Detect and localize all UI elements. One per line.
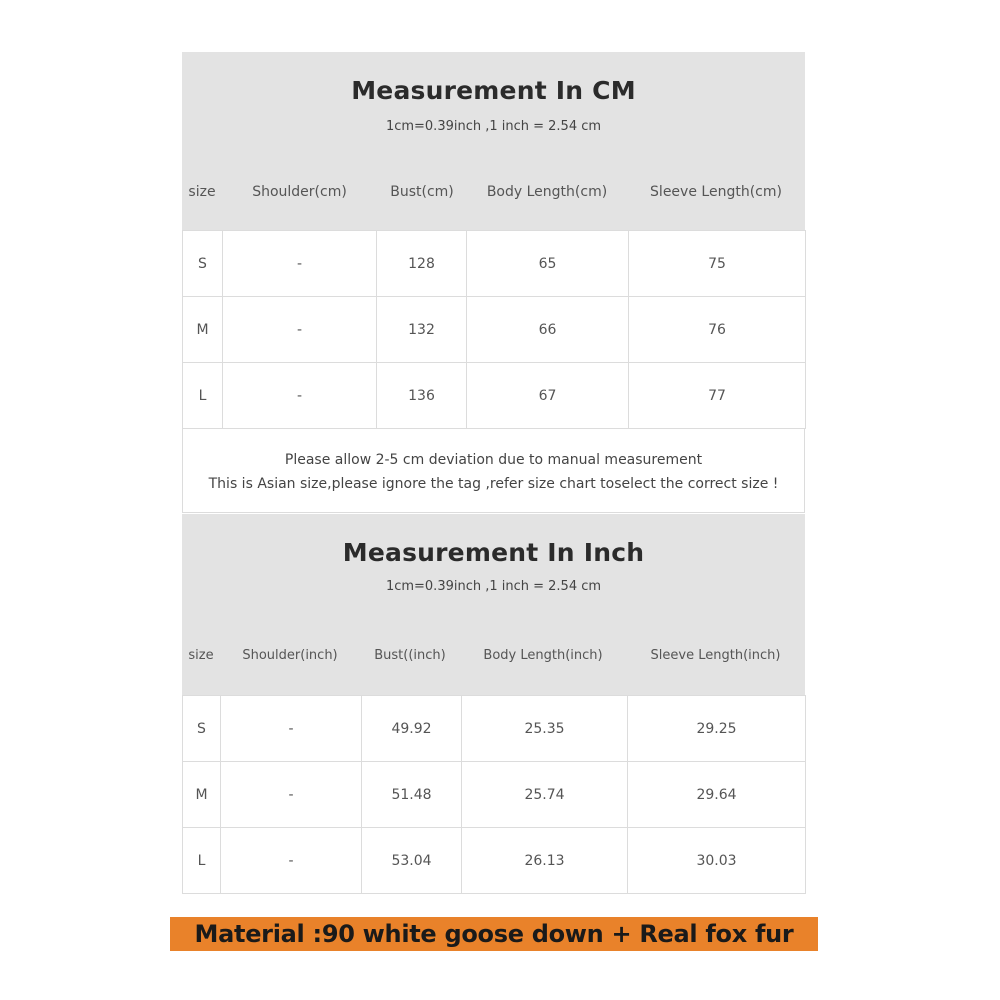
table-cell: 25.35 <box>462 696 628 762</box>
cm-col-body-length: Body Length(cm) <box>486 184 608 200</box>
table-cell: 29.64 <box>628 762 806 828</box>
material-banner: Material :90 white goose down + Real fox fur <box>170 917 818 951</box>
inch-chart-title: Measurement In Inch <box>342 538 645 567</box>
table-cell: - <box>223 363 377 429</box>
table-cell: 77 <box>629 363 806 429</box>
table-cell: S <box>183 231 223 297</box>
cm-size-chart <box>182 52 805 513</box>
measurement-note <box>182 429 805 513</box>
table-cell: 67 <box>467 363 629 429</box>
table-cell: 66 <box>467 297 629 363</box>
cm-chart-conversion: 1cm=0.39inch ,1 inch = 2.54 cm <box>385 119 602 134</box>
cm-size-table <box>182 230 806 429</box>
table-cell: 29.25 <box>628 696 806 762</box>
table-row <box>183 363 806 429</box>
table-cell: 76 <box>629 297 806 363</box>
inch-col-shoulder: Shoulder(inch) <box>242 648 338 663</box>
table-row <box>183 762 806 828</box>
table-cell: 132 <box>377 297 467 363</box>
inch-size-table <box>182 695 806 894</box>
table-row <box>183 828 806 894</box>
table-cell: 25.74 <box>462 762 628 828</box>
table-row <box>183 297 806 363</box>
table-cell: S <box>183 696 221 762</box>
inch-size-chart <box>182 514 805 894</box>
inch-col-size: size <box>188 648 214 663</box>
table-cell: M <box>183 297 223 363</box>
table-row <box>183 696 806 762</box>
inch-chart-conversion: 1cm=0.39inch ,1 inch = 2.54 cm <box>385 579 602 594</box>
table-row <box>183 231 806 297</box>
table-cell: 136 <box>377 363 467 429</box>
table-cell: 49.92 <box>362 696 462 762</box>
table-cell: L <box>183 363 223 429</box>
table-cell: 128 <box>377 231 467 297</box>
table-cell: - <box>221 828 362 894</box>
table-cell: - <box>221 762 362 828</box>
table-cell: 75 <box>629 231 806 297</box>
inch-column-headers <box>182 648 805 668</box>
table-cell: - <box>221 696 362 762</box>
asian-size-note: This is Asian size,please ignore the tag ,refer size chart toselect the correct size ! <box>208 476 779 492</box>
cm-chart-header <box>182 52 805 230</box>
cm-col-bust: Bust(cm) <box>390 184 454 200</box>
table-cell: L <box>183 828 221 894</box>
table-cell: 53.04 <box>362 828 462 894</box>
inch-col-sleeve-length: Sleeve Length(inch) <box>650 648 781 663</box>
cm-col-shoulder: Shoulder(cm) <box>252 184 347 200</box>
deviation-note: Please allow 2-5 cm deviation due to manual measurement <box>284 452 703 468</box>
table-cell: M <box>183 762 221 828</box>
table-cell: 51.48 <box>362 762 462 828</box>
cm-col-sleeve-length: Sleeve Length(cm) <box>650 184 782 200</box>
table-cell: - <box>223 297 377 363</box>
table-cell: - <box>223 231 377 297</box>
table-cell: 65 <box>467 231 629 297</box>
inch-chart-header <box>182 514 805 695</box>
inch-col-body-length: Body Length(inch) <box>483 648 603 663</box>
table-cell: 26.13 <box>462 828 628 894</box>
cm-col-size: size <box>188 184 216 200</box>
cm-chart-title: Measurement In CM <box>351 76 636 105</box>
table-cell: 30.03 <box>628 828 806 894</box>
inch-col-bust: Bust((inch) <box>374 648 446 663</box>
cm-column-headers <box>182 184 805 204</box>
